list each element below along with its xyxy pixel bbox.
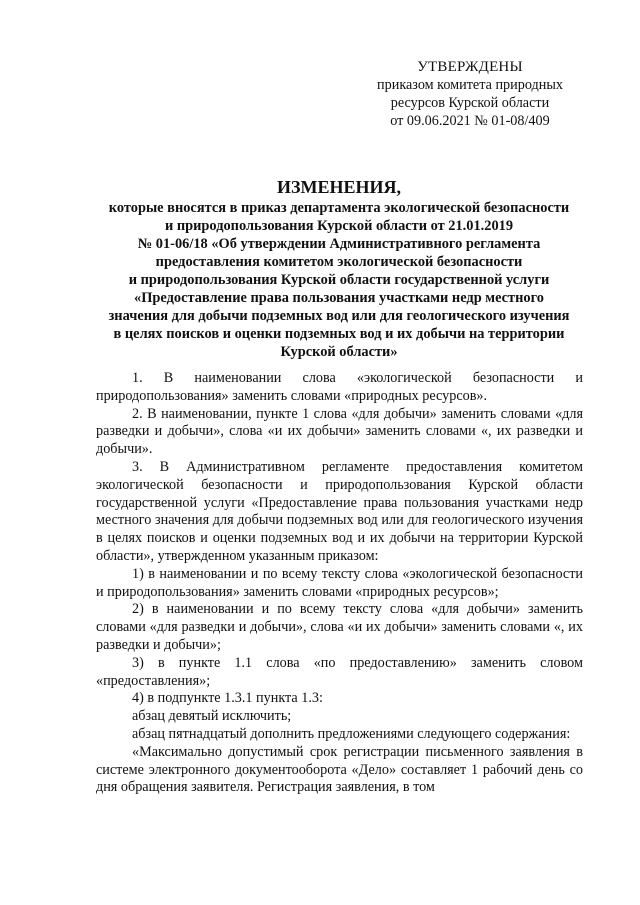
approval-date-number: от 09.06.2021 № 01-08/409 xyxy=(390,113,550,129)
heading-line: № 01-06/18 «Об утверждении Административного регламента xyxy=(137,236,541,252)
heading-line: и природопользования Курской области государственной услуги xyxy=(128,272,550,288)
document-heading xyxy=(78,176,600,361)
paragraph-item-1: 1. В наименовании слова «экологической безопасности и природопользования» заменить словами «природных ресурсов». xyxy=(96,370,583,404)
heading-line: и природопользования Курской области от 21.01.2019 xyxy=(164,218,514,234)
paragraph-abzac-9: абзац девятый исключить; xyxy=(132,708,292,725)
document-body xyxy=(96,370,583,797)
approval-line: приказом комитета природных xyxy=(377,77,563,93)
paragraph-item-3: 3. В Административном регламенте предоставления комитетом экологической безопасности и природопользования Курской области государственной услуги «Предоставление права пользования участками недр местного значения для добычи подземных вод или для геологического изучения в целях поисков и оценки подземных вод и их добычи на территории Курской области», утвержденном указанным приказом: xyxy=(96,458,583,564)
heading-line: в целях поисков и оценки подземных вод и их добычи на территории xyxy=(113,326,565,342)
heading-line: значения для добычи подземных вод или для геологического изучения xyxy=(108,308,570,324)
subitem-3: 3) в пункте 1.1 слова «по предоставлению» заменить словом «предоставления»; xyxy=(96,654,583,689)
heading-line: которые вносятся в приказ департамента экологической безопасности xyxy=(108,200,570,216)
subitem-1: 1) в наименовании и по всему тексту слова «экологической безопасности и природопользования» заменить словами «природных ресурсов»; xyxy=(96,565,583,600)
subitem-2: 2) в наименовании и по всему тексту слова «для добычи» заменить словами «для разведки и добычи», слова «и их добычи» заменить словами «, их разведки и добычи»; xyxy=(96,601,583,653)
quoted-text: «Максимально допустимый срок регистрации письменного заявления в системе электронного документооборота «Дело» составляет 1 рабочий день со дня обращения заявителя. Регистрация заявления, в том xyxy=(96,743,583,796)
approval-line: ресурсов Курской области xyxy=(390,95,550,111)
approval-title: УТВЕРЖДЕНЫ xyxy=(417,59,523,75)
paragraph-item-2: 2. В наименовании, пункте 1 слова «для добычи» заменить словами «для разведки и добычи», слова «и их добычи» заменить словами «, их разведки и добычи». xyxy=(96,405,583,458)
approval-block xyxy=(340,58,600,130)
heading-line: «Предоставление права пользования участками недр местного xyxy=(134,290,544,306)
heading-line: предоставления комитетом экологической безопасности xyxy=(155,254,523,270)
subitem-4: 4) в подпункте 1.3.1 пункта 1.3: xyxy=(132,690,323,707)
heading-title: ИЗМЕНЕНИЯ, xyxy=(276,177,401,197)
heading-line: Курской области» xyxy=(280,344,398,360)
paragraph-abzac-15: абзац пятнадцатый дополнить предложениями следующего содержания: xyxy=(132,725,571,742)
